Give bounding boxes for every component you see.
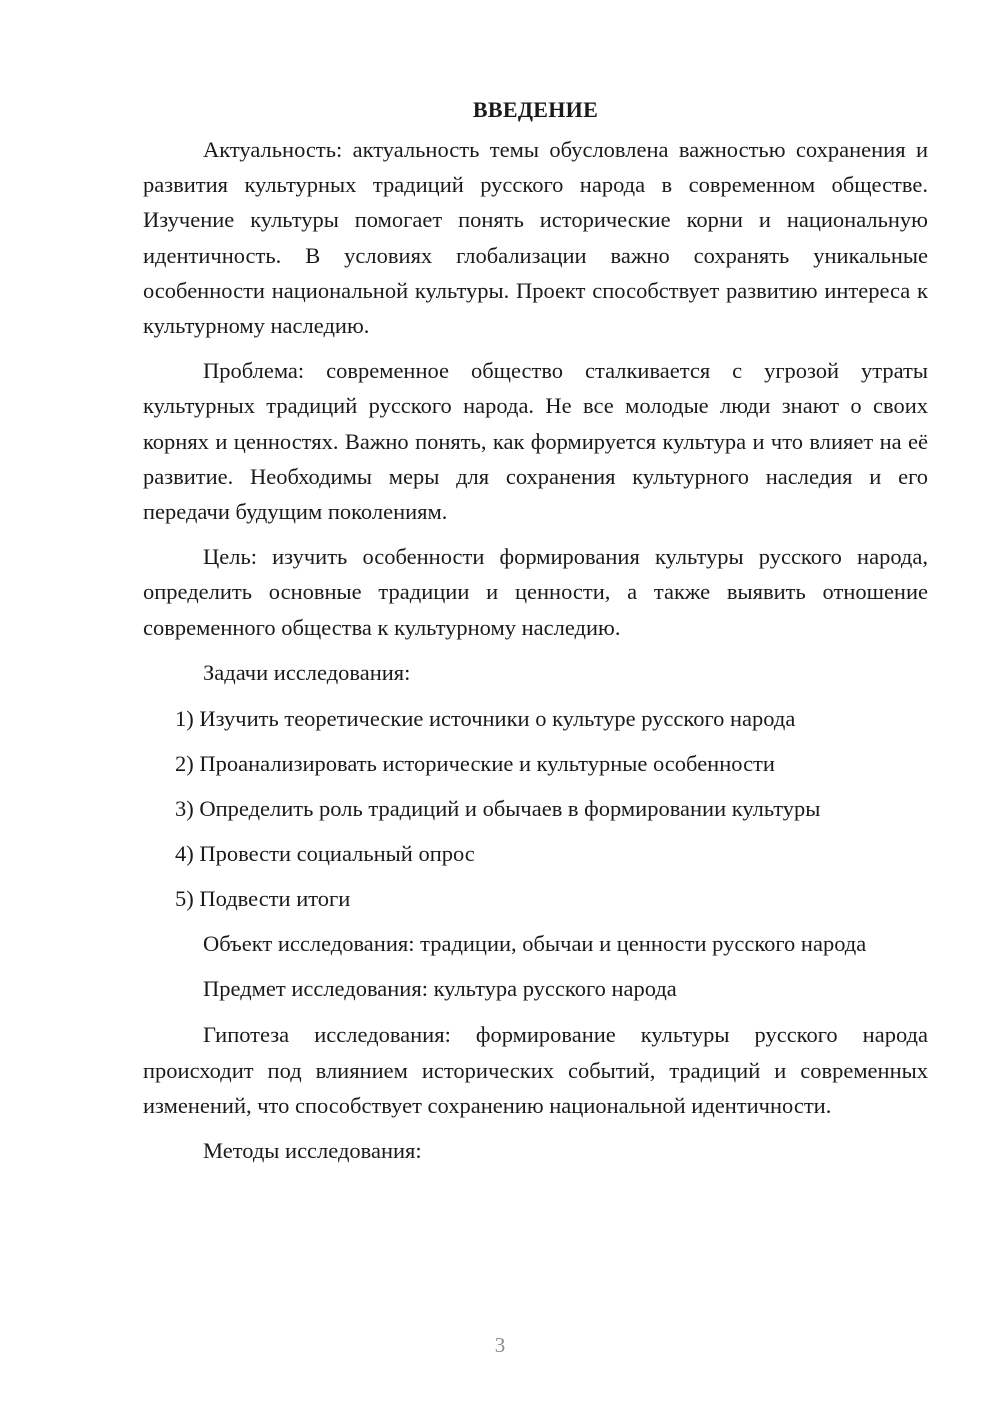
- paragraph-hypothesis: Гипотеза исследования: формирование культуры русского народа происходит под влиянием исторических событий, традиций и современных изменений, что способствует сохранению национальной идентичности.: [143, 1022, 928, 1118]
- paragraph-problem: Проблема: современное общество сталкивается с угрозой утраты культурных традиций русского народа. Не все молодые люди знают о своих корнях и ценностях. Важно понять, как формируется культура и что влияет на её развитие. Необходимы меры для сохранения культурного наследия и его передачи будущим поколениям.: [143, 358, 928, 525]
- document-page: [143, 92, 928, 1179]
- list-item: 4) Провести социальный опрос: [175, 841, 475, 867]
- paragraph-goal: Цель: изучить особенности формирования культуры русского народа, определить основные традиции и ценности, а также выявить отношение современного общества к культурному наследию.: [143, 544, 928, 640]
- paragraph-tasks-title: Задачи исследования:: [203, 659, 411, 685]
- paragraph-relevance: Актуальность: актуальность темы обусловлена важностью сохранения и развития культурных традиций русского народа в современном обществе. Изучение культуры помогает понять исторические корни и национальную идентичность. В условиях глобализации важно сохранять уникальные особенности национальной культуры. Проект способствует развитию интереса к культурному наследию.: [143, 137, 928, 339]
- tasks-list: [143, 701, 928, 916]
- paragraph-object: Объект исследования: традиции, обычаи и ценности русского народа: [203, 931, 867, 957]
- document-heading: ВВЕДЕНИЕ: [472, 97, 599, 122]
- paragraph-subject: Предмет исследования: культура русского народа: [203, 976, 677, 1002]
- list-item: 2) Проанализировать исторические и культурные особенности: [175, 751, 775, 777]
- list-item: 1) Изучить теоретические источники о культуре русского народа: [175, 706, 796, 732]
- page-number: 3: [494, 1333, 506, 1357]
- list-item: 5) Подвести итоги: [175, 886, 351, 912]
- list-item: 3) Определить роль традиций и обычаев в формировании культуры: [175, 796, 821, 822]
- paragraph-methods: Методы исследования:: [203, 1138, 422, 1164]
